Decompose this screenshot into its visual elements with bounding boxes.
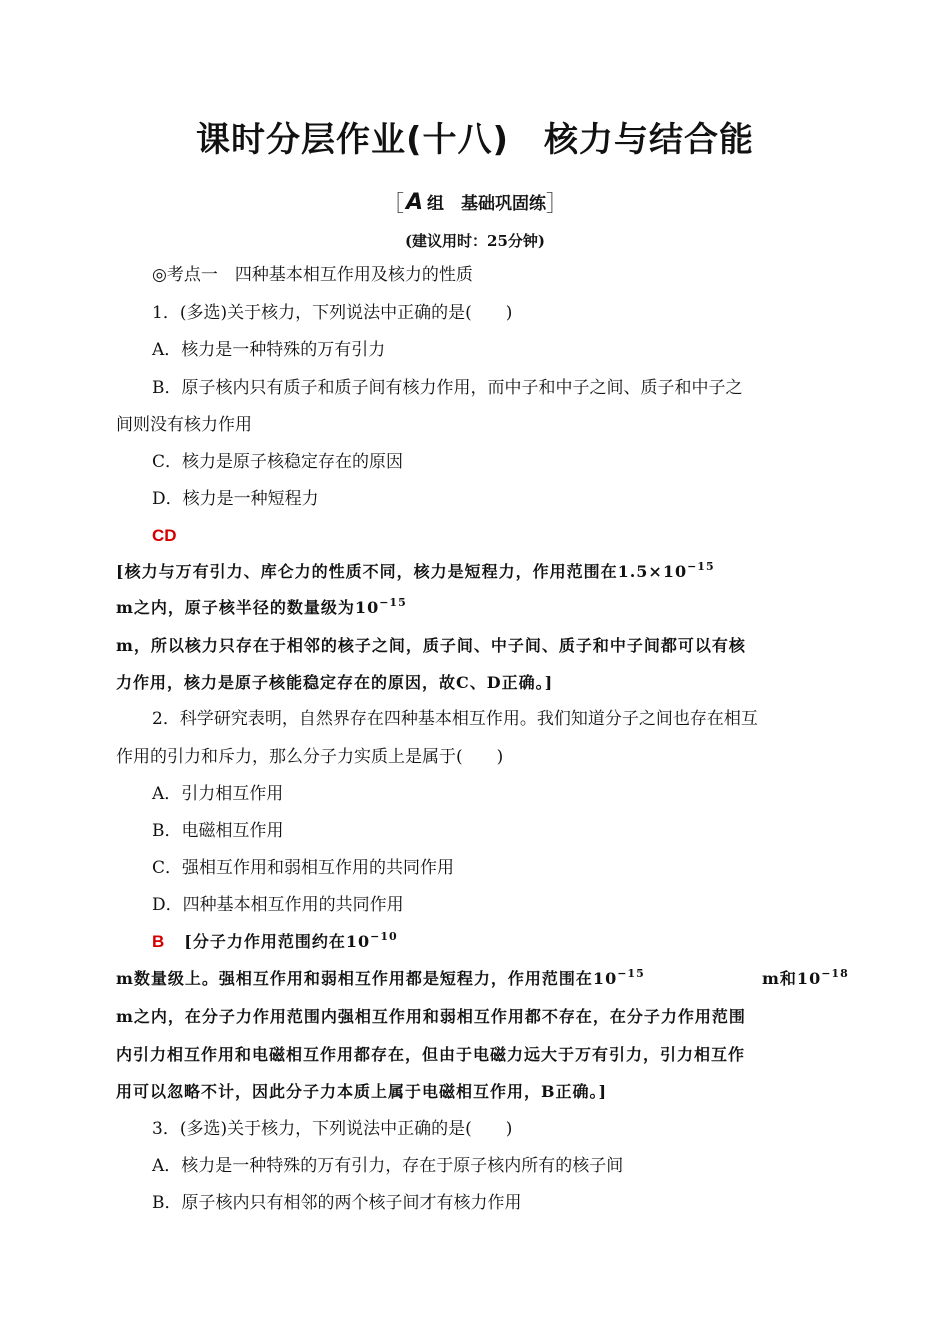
q2-explanation-line: m之内，在分子力作用范围内强相互作用和弱相互作用都不存在，在分子力作用范围 — [116, 1007, 746, 1026]
group-label — [0, 187, 950, 218]
q2-explanation-line: m和$10^{-18}$ — [762, 967, 849, 988]
q1-answer: CD — [152, 526, 177, 545]
q1-explanation-line: [核力与万有引力、库仑力的性质不同，核力是短程力，作用范围在$1.5\times 10^{-15}$ — [116, 560, 715, 581]
bracket-open: ［ — [381, 192, 404, 217]
q2-option-d: D．四种基本相互作用的共同作用 — [152, 895, 404, 915]
q1-explanation-line: m之内，原子核半径的数量级为$10^{-15}$ — [116, 596, 407, 617]
q1-option-c: C．核力是原子核稳定存在的原因 — [152, 452, 404, 472]
page-title: 课时分层作业(十八) 核力与结合能 — [195, 120, 755, 160]
q2-stem-cont: 作用的引力和斥力，那么分子力实质上是属于( ) — [116, 747, 504, 767]
q1-option-a: A．核力是一种特殊的万有引力 — [152, 340, 386, 360]
group-text: 组 基础巩固练 — [427, 194, 547, 214]
section-heading: ◎考点一 四种基本相互作用及核力的性质 — [152, 265, 473, 285]
q1-option-b: B．原子核内只有质子和质子间有核力作用，而中子和中子之间、质子和中子之 — [152, 378, 743, 398]
q2-answer: B — [152, 932, 165, 951]
q2-option-b: B．电磁相互作用 — [152, 821, 284, 841]
q2-explanation-line: 内引力相互作用和电磁相互作用都存在，但由于电磁力远大于万有引力，引力相互作 — [116, 1045, 746, 1064]
q3-stem: 3．(多选)关于核力，下列说法中正确的是( ) — [152, 1119, 513, 1139]
q1-explanation-line: m，所以核力只存在于相邻的核子之间，质子间、中子间、质子和中子间都可以有核 — [116, 636, 746, 655]
q2-option-c: C．强相互作用和弱相互作用的共同作用 — [152, 858, 455, 878]
bracket-close: ］ — [546, 192, 569, 217]
q2-option-a: A．引力相互作用 — [152, 784, 284, 804]
time-hint: (建议用时：25分钟) — [404, 232, 546, 250]
q2-answer-line — [152, 931, 398, 953]
q2-explanation-start: [分子力作用范围约在$10^{-10}$ — [184, 930, 398, 951]
q1-option-d: D．核力是一种短程力 — [152, 489, 319, 509]
group-letter: A — [405, 190, 424, 215]
q2-explanation-line: m数量级上。强相互作用和弱相互作用都是短程力，作用范围在$10^{-15}$ — [116, 967, 645, 988]
q1-stem: 1．(多选)关于核力，下列说法中正确的是( ) — [152, 303, 513, 323]
q1-option-b-cont: 间则没有核力作用 — [116, 415, 252, 435]
q2-explanation-line: 用可以忽略不计，因此分子力本质上属于电磁相互作用，B正确。] — [116, 1082, 608, 1101]
q2-stem: 2．科学研究表明，自然界存在四种基本相互作用。我们知道分子之间也存在相互 — [152, 709, 758, 729]
q3-option-b: B．原子核内只有相邻的两个核子间才有核力作用 — [152, 1193, 522, 1213]
q3-option-a: A．核力是一种特殊的万有引力，存在于原子核内所有的核子间 — [152, 1156, 624, 1176]
q1-explanation-line: 力作用，核力是原子核能稳定存在的原因，故C、D正确。] — [116, 673, 554, 692]
